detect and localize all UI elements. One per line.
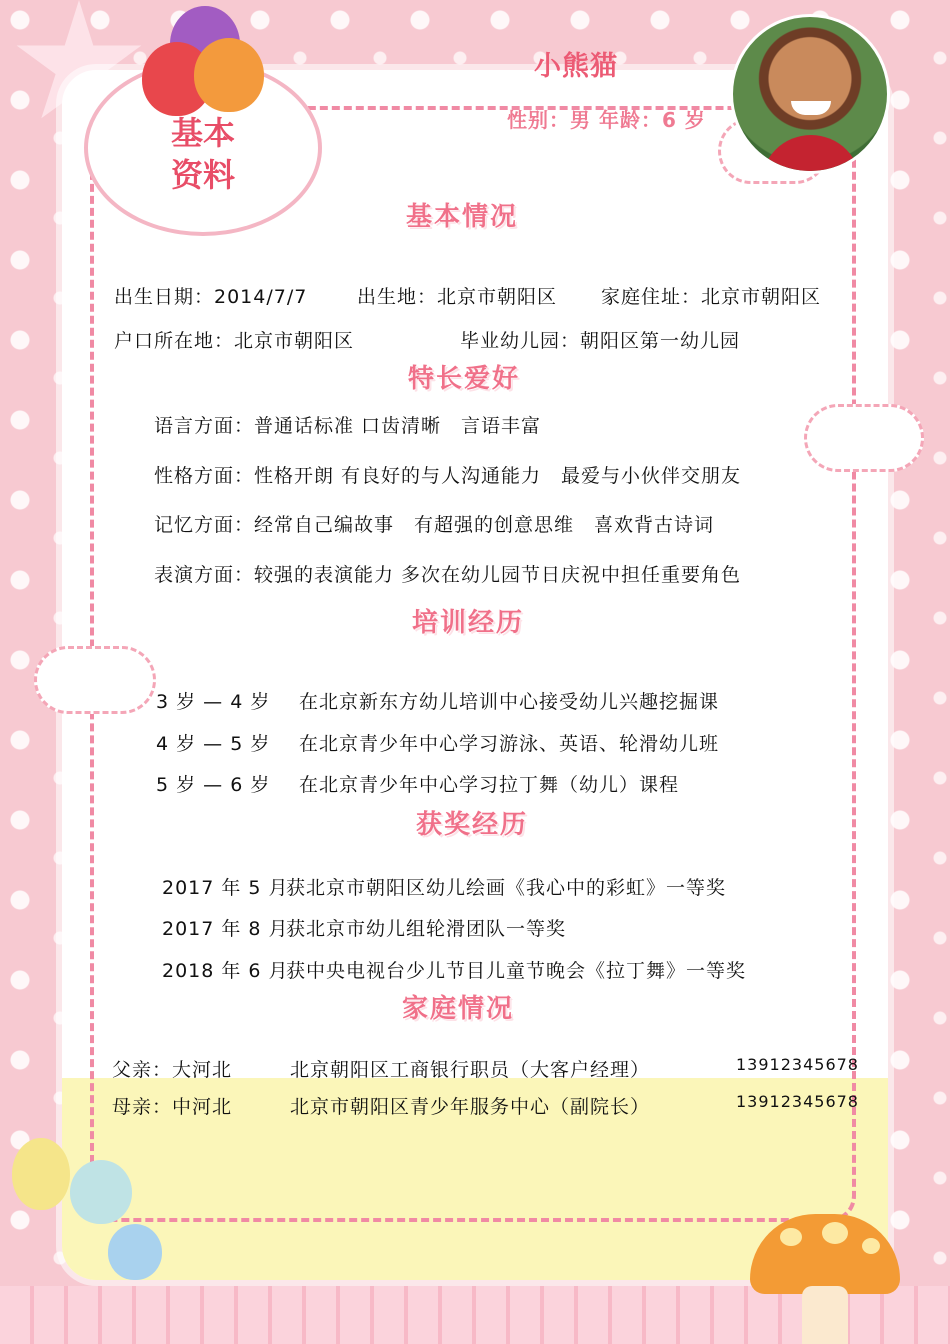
family-relation: 父亲：大河北 — [112, 1059, 233, 1081]
family-phone: 13912345678 — [736, 1092, 859, 1111]
family-job: 北京市朝阳区青少年服务中心（副院长） — [290, 1096, 651, 1118]
cloud-decoration-right-icon — [804, 404, 924, 472]
section-title-family: 家庭情况 — [402, 994, 515, 1024]
blue-balloon-icon — [108, 1224, 162, 1280]
section-title-basic: 基本情况 — [406, 202, 519, 232]
training-period: 3 岁 — 4 岁 — [156, 691, 271, 713]
award-desc: 获中央电视台少儿节目儿童节晚会《拉丁舞》一等奖 — [286, 960, 747, 982]
section-title-awards: 获奖经历 — [416, 810, 529, 840]
hobby-performance: 表演方面：较强的表演能力 多次在幼儿园节日庆祝中担任重要角色 — [154, 564, 742, 586]
badge-line2: 资料 — [170, 156, 235, 194]
family-phone: 13912345678 — [736, 1055, 859, 1074]
hobby-language: 语言方面：普通话标准 口齿清晰 言语丰富 — [154, 415, 542, 437]
mushroom-stem — [802, 1286, 848, 1344]
award-desc: 获北京市幼儿组轮滑团队一等奖 — [286, 918, 567, 940]
birthplace: 出生地：北京市朝阳区 — [357, 286, 558, 308]
training-period: 5 岁 — 6 岁 — [156, 774, 271, 796]
gender-age: 性别：男 年龄：6 岁 — [507, 108, 706, 132]
family-relation: 母亲：中河北 — [112, 1096, 233, 1118]
award-date: 2018 年 6 月 — [162, 960, 289, 982]
badge-line1: 基本 — [170, 114, 235, 152]
cloud-decoration-left-icon — [34, 646, 156, 714]
hukou: 户口所在地：北京市朝阳区 — [114, 330, 355, 352]
section-title-hobbies: 特长爱好 — [408, 364, 521, 394]
child-portrait-photo — [730, 14, 890, 174]
photo-shirt — [761, 135, 861, 174]
home-address: 家庭住址：北京市朝阳区 — [601, 286, 822, 308]
award-date: 2017 年 8 月 — [162, 918, 289, 940]
training-desc: 在北京青少年中心学习游泳、英语、轮滑幼儿班 — [299, 733, 720, 755]
teal-balloon-icon — [70, 1160, 132, 1224]
section-title-training: 培训经历 — [412, 608, 525, 638]
photo-smile — [791, 101, 831, 115]
family-job: 北京朝阳区工商银行职员（大客户经理） — [290, 1059, 651, 1081]
hobby-memory: 记忆方面：经常自己编故事 有超强的创意思维 喜欢背古诗词 — [154, 514, 715, 536]
award-desc: 获北京市朝阳区幼儿绘画《我心中的彩虹》一等奖 — [286, 877, 727, 899]
kindergarten: 毕业幼儿园：朝阳区第一幼儿园 — [460, 330, 741, 352]
hobby-personality: 性格方面：性格开朗 有良好的与人沟通能力 最爱与小伙伴交朋友 — [154, 465, 742, 487]
birth-date: 出生日期：2014/7/7 — [114, 286, 308, 308]
training-period: 4 岁 — 5 岁 — [156, 733, 271, 755]
training-desc: 在北京新东方幼儿培训中心接受幼儿兴趣挖掘课 — [299, 691, 720, 713]
child-name: 小熊猫 — [534, 51, 618, 82]
yellow-balloon-icon — [12, 1138, 70, 1210]
award-date: 2017 年 5 月 — [162, 877, 289, 899]
training-desc: 在北京青少年中心学习拉丁舞（幼儿）课程 — [299, 774, 680, 796]
orange-balloon-icon — [194, 38, 264, 112]
